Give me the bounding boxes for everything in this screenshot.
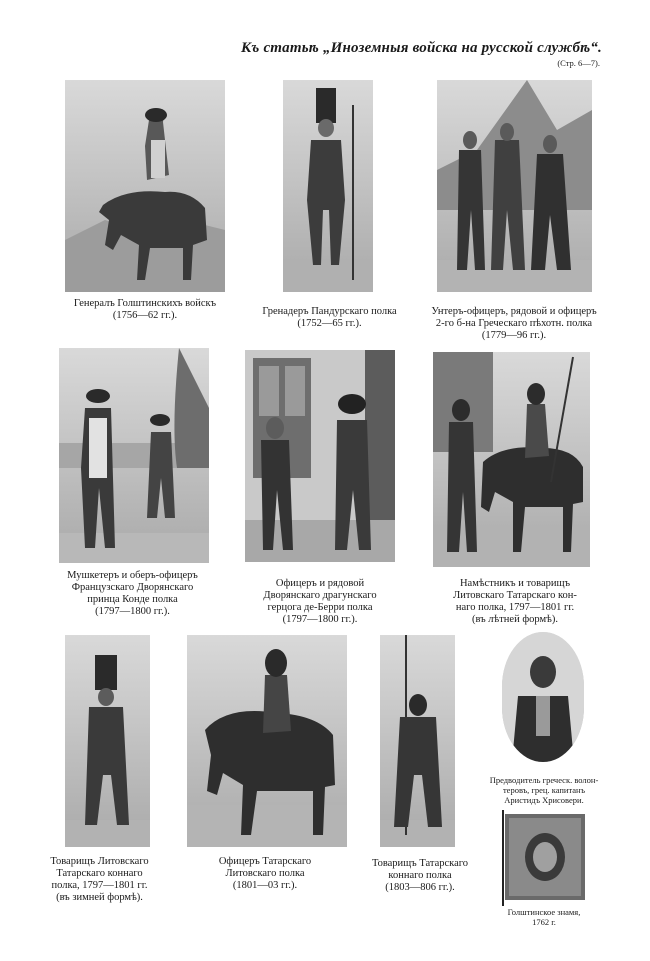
plate-pandour-grenadier <box>283 80 373 292</box>
plate-greek-volunteers-leader <box>502 632 584 762</box>
plate-caption: Товарищъ Татарскаго коннаго полка (1803—806 гг.). <box>371 858 469 893</box>
plate-holstein-banner <box>500 810 588 906</box>
plate-caption: Предводитель греческ. волон- теровъ, грец. капитанъ Аристидъ Хрисовери. <box>489 775 599 805</box>
plate-caption: Офицеръ и рядовой Дворянскаго драгунскаго герцога де-Берри полка (1797—1800 гг.). <box>263 578 377 625</box>
plate-caption: Намѣстникъ и товарищъ Литовскаго Татарскаго кон- наго полка, 1797—1801 гг. (въ лѣтней формѣ). <box>453 578 577 625</box>
plate-berry-dragoons <box>245 350 395 562</box>
page-header-title: Къ статьѣ „Иноземныя войска на русской службѣ“. <box>241 40 602 56</box>
plate-caption: Товарищъ Литовскаго Татарскаго коннаго полка, 1797—1801 гг. (въ зимней формѣ). <box>50 856 149 903</box>
plate-tatar-lithuanian-officer <box>187 635 347 847</box>
plate-greek-infantry <box>437 80 592 292</box>
plate-caption: Мушкетеръ и оберъ-офицеръ Французскаго Дворянскаго принца Конде полка (1797—1800 гг.). <box>67 570 198 617</box>
plate-lithuanian-tatar-summer <box>433 352 590 567</box>
page-reference: (Стр. 6—7). <box>557 58 600 68</box>
plate-caption: Генералъ Голштинскихъ войскъ (1756—62 гг.). <box>73 298 217 321</box>
plate-caption: Гренадеръ Пандурскаго полка (1752—65 гг.). <box>262 306 397 329</box>
plate-caption: Голштинское знамя, 1762 г. <box>507 907 581 927</box>
plate-caption: Унтеръ-офицеръ, рядовой и офицеръ 2-го б-на Греческаго пѣхотн. полка (1779—96 гг.). <box>431 306 597 341</box>
plate-caption: Офицеръ Татарскаго Литовскаго полка (1801—03 гг.). <box>218 856 312 891</box>
plate-lithuanian-tatar-winter <box>65 635 150 847</box>
plate-tatar-cavalry-comrade <box>380 635 455 847</box>
plate-conde-musketeer <box>59 348 209 563</box>
plate-holstein-general <box>65 80 225 292</box>
